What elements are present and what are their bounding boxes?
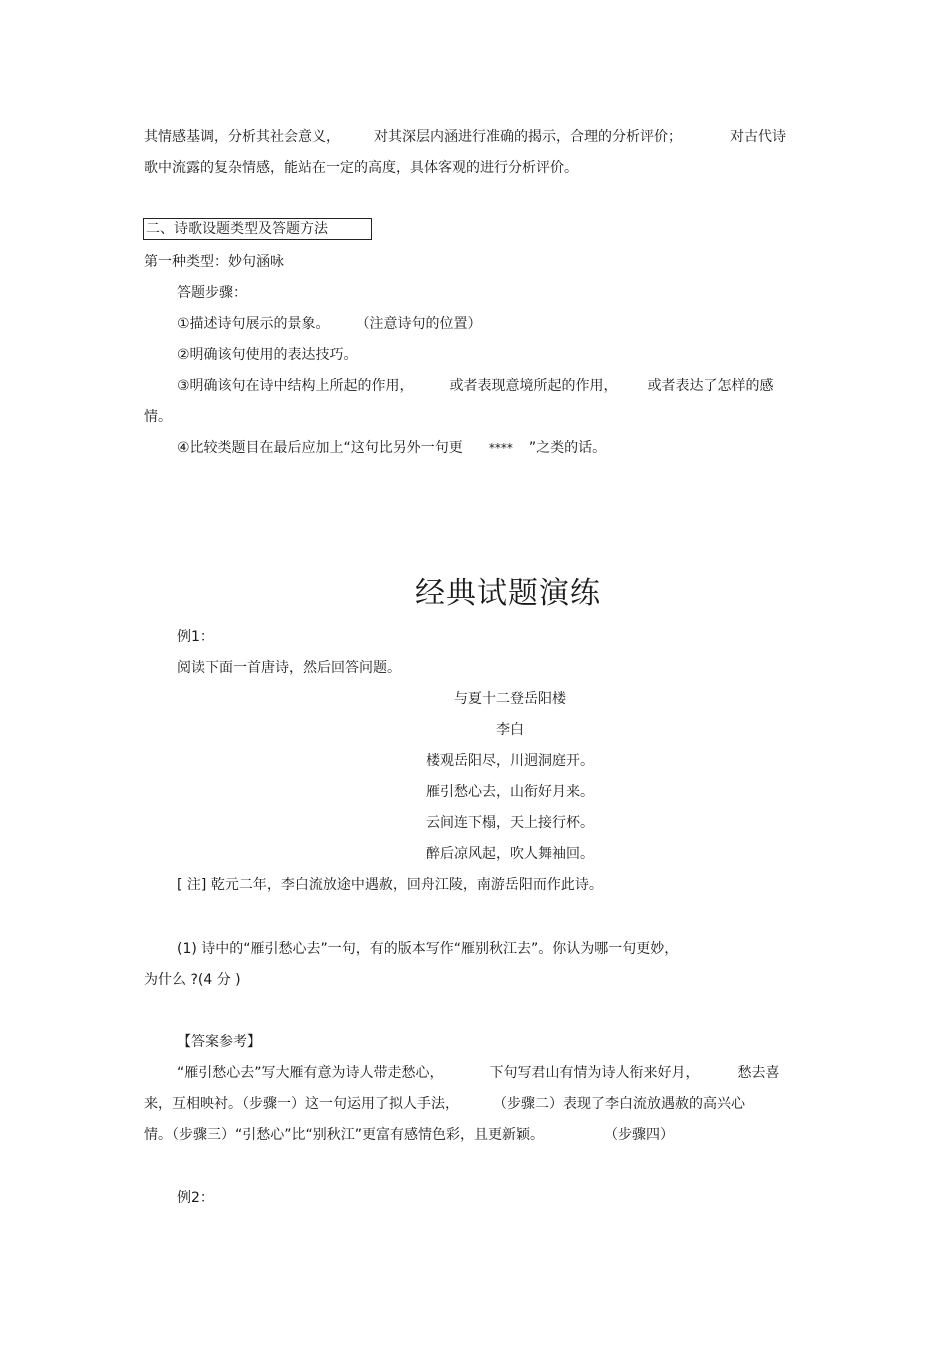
- poem-line: 醉后凉风起，吹人舞袖回。: [426, 846, 594, 862]
- answer-seg: 愁去喜: [737, 1065, 780, 1081]
- answer-line-2: [144, 1095, 745, 1113]
- poem-note: [ 注] 乾元二年，李白流放途中遇赦，回舟江陵，南游岳阳而作此诗。: [177, 877, 603, 893]
- answer-line-3: [144, 1126, 674, 1144]
- step-3: [177, 377, 774, 395]
- step-seg: 或者表现意境所起的作用，: [449, 378, 618, 394]
- intro-seg: 其情感基调，分析其社会意义，: [144, 129, 340, 145]
- question-line-2: 为什么 ?(4 分 ): [144, 972, 241, 988]
- poem-author: 李白: [496, 722, 524, 738]
- step-seg: （注意诗句的位置）: [355, 316, 482, 332]
- section-heading: 二、诗歌设题类型及答题方法: [146, 221, 328, 237]
- instruction: 阅读下面一首唐诗，然后回答问题。: [177, 660, 401, 676]
- step-seg: ④比较类题目在最后应加上“这句比另外一句更: [177, 440, 463, 456]
- section-heading-box: [143, 218, 372, 240]
- step-seg: ****: [488, 441, 513, 455]
- example-2-label: 例2：: [177, 1190, 214, 1206]
- answer-seg: （步骤二）表现了李白流放遇赦的高兴心: [493, 1096, 745, 1112]
- poem-title: 与夏十二登岳阳楼: [454, 691, 566, 707]
- step-3-cont: 情。: [144, 409, 172, 425]
- answer-seg: 情。（步骤三）“引愁心”比“别秋江”更富有感情色彩，且更新颖。: [144, 1127, 545, 1143]
- answer-seg: “雁引愁心去”写大雁有意为诗人带走愁心，: [177, 1065, 444, 1081]
- intro-seg: 对古代诗: [730, 129, 786, 145]
- answer-seg: 来，互相映衬。（步骤一）这一句运用了拟人手法，: [144, 1096, 459, 1112]
- answer-seg: 下句写君山有情为诗人衔来好月，: [489, 1065, 700, 1081]
- step-seg: ③明确该句在诗中结构上所起的作用，: [177, 378, 414, 394]
- type-heading: 第一种类型：妙句涵咏: [144, 254, 284, 270]
- example-1-label: 例1：: [177, 629, 214, 645]
- steps-label: 答题步骤：: [177, 285, 247, 301]
- poem-line: 云间连下榻，天上接行杯。: [426, 815, 594, 831]
- answer-line-1: [177, 1064, 780, 1082]
- step-4: [177, 439, 606, 457]
- answer-seg: （步骤四）: [604, 1127, 675, 1143]
- page-title: 经典试题演练: [415, 576, 601, 611]
- intro-seg: 对其深层内涵进行准确的揭示，合理的分析评价；: [374, 129, 682, 145]
- poem-line: 雁引愁心去，山衔好月来。: [426, 784, 594, 800]
- step-2: ②明确该句使用的表达技巧。: [177, 347, 358, 363]
- step-1: [177, 315, 482, 333]
- question-line-1: (1) 诗中的“雁引愁心去”一句，有的版本写作“雁别秋江去”。你认为哪一句更妙，: [177, 941, 679, 957]
- step-seg: ”之类的话。: [528, 440, 607, 456]
- step-seg: 或者表达了怎样的感: [647, 378, 774, 394]
- intro-line-1: [144, 128, 786, 146]
- poem-line: 楼观岳阳尽，川迥洞庭开。: [426, 753, 594, 769]
- answer-label: 【答案参考】: [177, 1034, 261, 1050]
- intro-line-2: 歌中流露的复杂情感，能站在一定的高度，具体客观的进行分析评价。: [144, 160, 578, 176]
- step-seg: ①描述诗句展示的景象。: [177, 316, 330, 332]
